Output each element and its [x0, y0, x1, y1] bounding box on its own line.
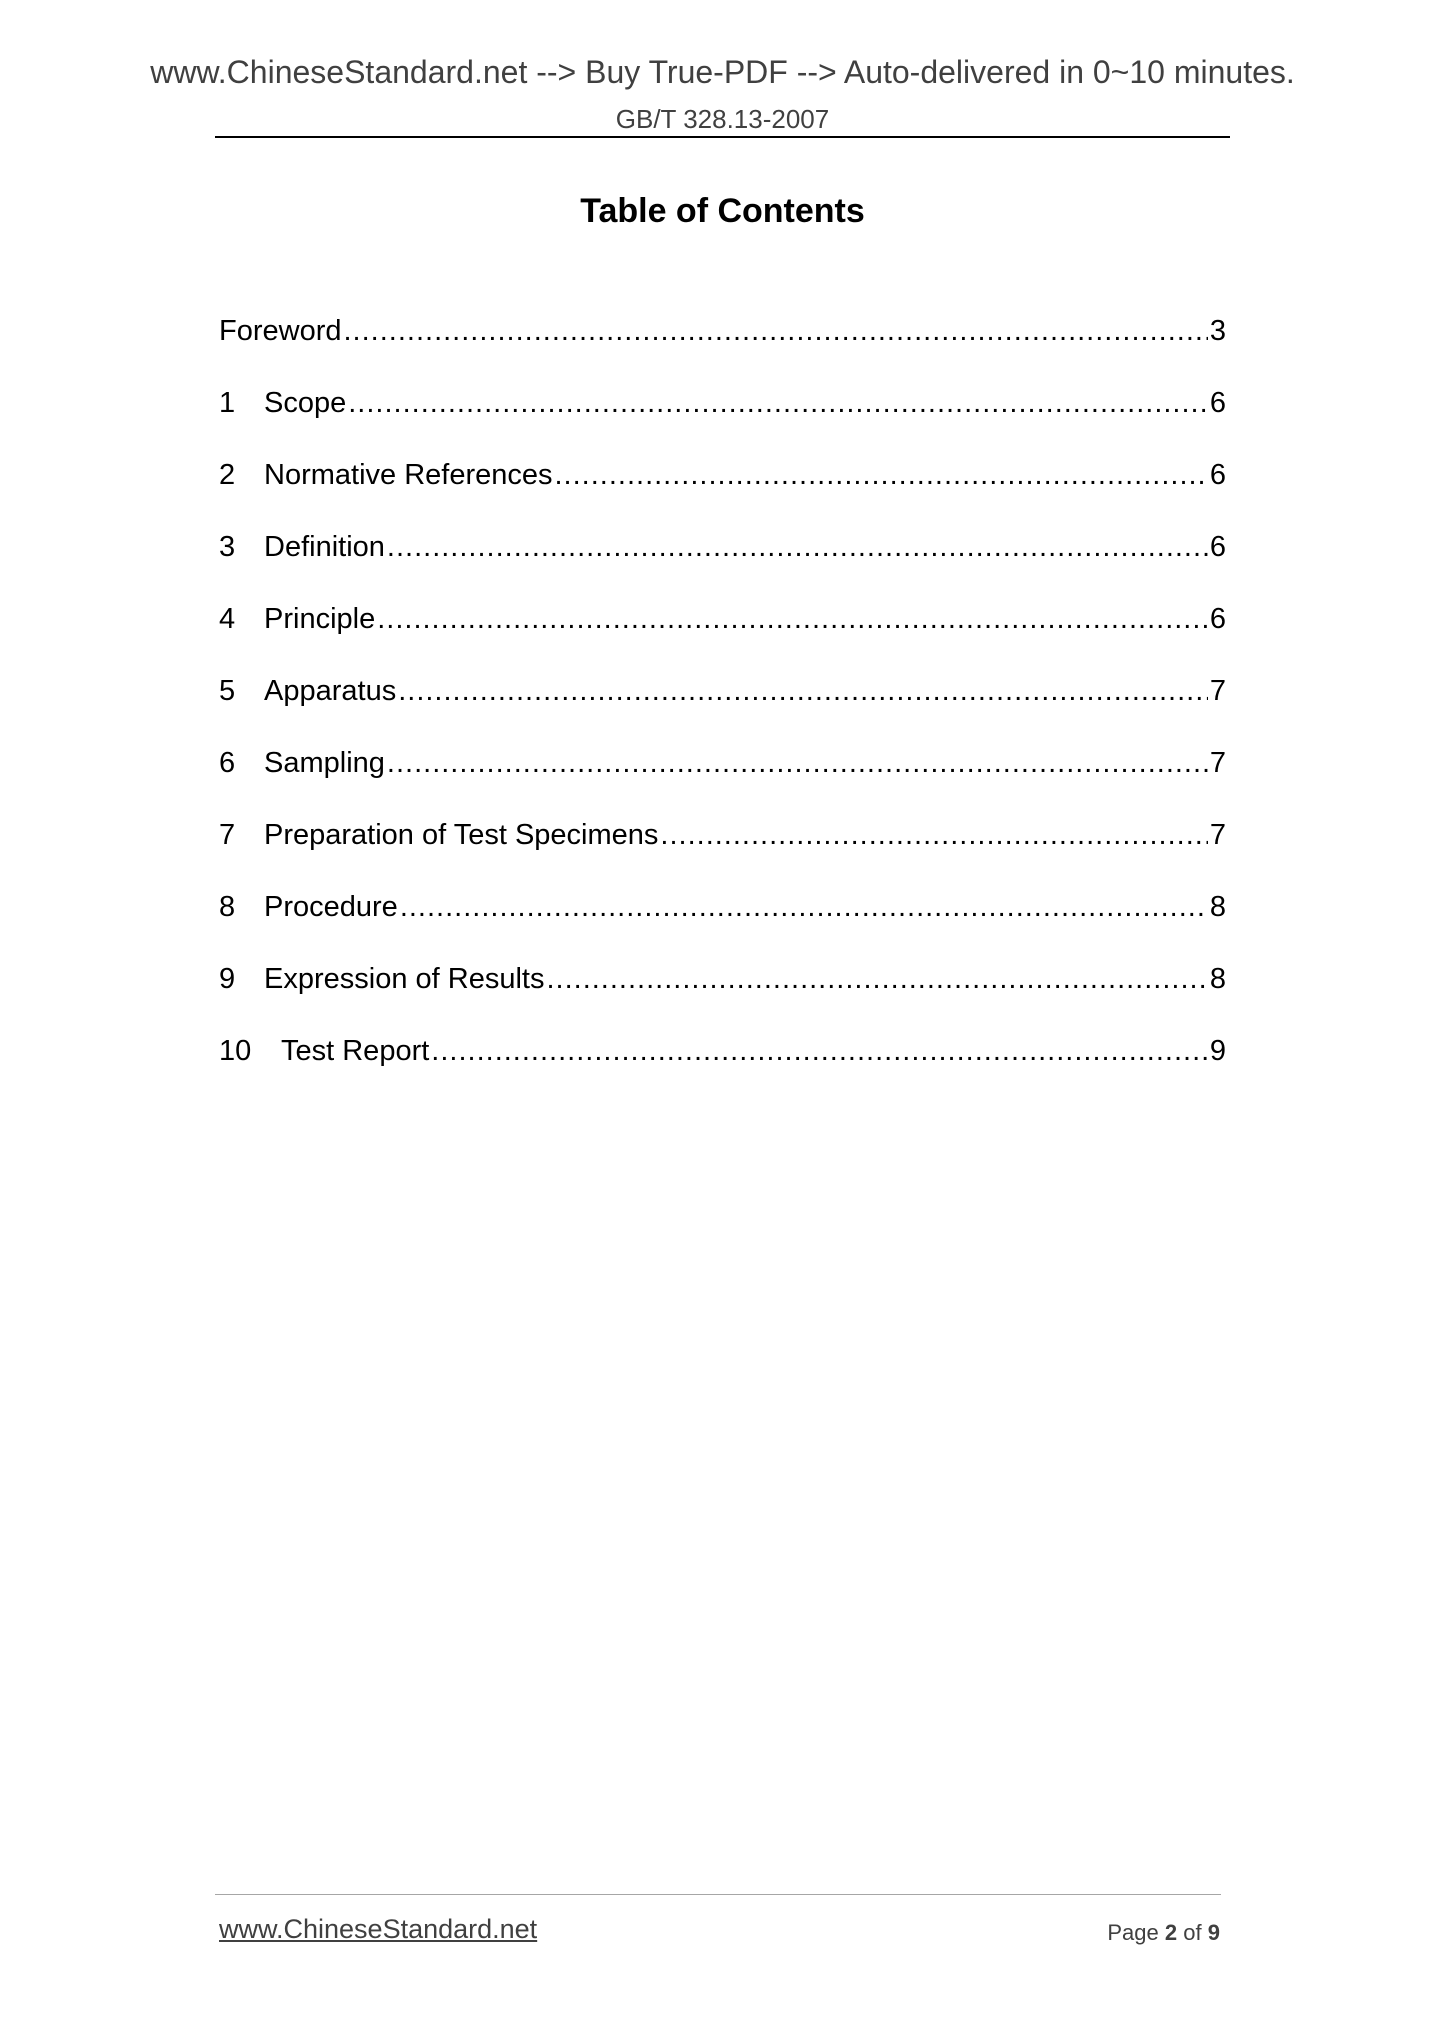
toc-entry-page: 6 — [1209, 603, 1226, 635]
toc-entry-number: 10 — [219, 1035, 252, 1067]
toc-leader-dots — [348, 384, 1208, 422]
page-current: 2 — [1164, 1920, 1178, 1945]
toc-entry-label: Foreword — [219, 315, 342, 347]
toc-entry-label: Definition — [264, 531, 385, 563]
toc-entry-number: 4 — [219, 603, 236, 635]
toc-leader-dots — [398, 672, 1208, 710]
toc-entry-number: 3 — [219, 531, 236, 563]
page-title: Table of Contents — [580, 192, 865, 230]
toc-leader-dots — [555, 456, 1208, 494]
toc-leader-dots — [546, 960, 1207, 998]
toc-entry-page: 6 — [1209, 387, 1226, 419]
toc-entry-label: Preparation of Test Specimens — [264, 819, 659, 851]
toc-entry-number: 1 — [219, 387, 236, 419]
toc-entry-number: 9 — [219, 963, 236, 995]
toc-leader-dots — [660, 816, 1207, 854]
toc-entry-number: 8 — [219, 891, 236, 923]
toc-entry-label: Test Report — [281, 1035, 430, 1067]
toc-entry-expression-of-results[interactable] — [219, 960, 1226, 1032]
footer-divider — [215, 1894, 1221, 1895]
toc-entry-page: 6 — [1209, 459, 1226, 491]
toc-entry-label: Sampling — [264, 747, 385, 779]
header-divider — [215, 136, 1230, 138]
toc-leader-dots — [387, 528, 1208, 566]
toc-entry-page: 7 — [1209, 675, 1226, 707]
header-banner: www.ChineseStandard.net --> Buy True-PDF --> Auto-delivered in 0~10 minutes. — [150, 54, 1295, 90]
toc-entry-number: 2 — [219, 459, 236, 491]
toc-entry-number: 5 — [219, 675, 236, 707]
toc-entry-scope[interactable] — [219, 384, 1226, 456]
table-of-contents — [219, 312, 1226, 1104]
toc-entry-sampling[interactable] — [219, 744, 1226, 816]
toc-entry-label: Principle — [264, 603, 376, 635]
toc-leader-dots — [377, 600, 1208, 638]
toc-leader-dots — [431, 1032, 1208, 1070]
toc-entry-principle[interactable] — [219, 600, 1226, 672]
page-number — [1107, 1920, 1220, 1946]
toc-entry-label: Expression of Results — [264, 963, 545, 995]
toc-entry-page: 3 — [1209, 315, 1226, 347]
footer-website-link[interactable]: www.ChineseStandard.net — [219, 1914, 538, 1944]
toc-entry-page: 7 — [1209, 819, 1226, 851]
toc-entry-procedure[interactable] — [219, 888, 1226, 960]
toc-leader-dots — [400, 888, 1208, 926]
toc-entry-page: 9 — [1209, 1035, 1226, 1067]
toc-entry-preparation-of-test-specimens[interactable] — [219, 816, 1226, 888]
toc-entry-definition[interactable] — [219, 528, 1226, 600]
page-prefix: Page — [1107, 1920, 1159, 1945]
toc-entry-test-report[interactable] — [219, 1032, 1226, 1104]
document-code: GB/T 328.13-2007 — [615, 104, 830, 134]
toc-entry-label: Procedure — [264, 891, 398, 923]
toc-entry-number: 7 — [219, 819, 236, 851]
toc-entry-normative-references[interactable] — [219, 456, 1226, 528]
page-of: of — [1183, 1920, 1202, 1945]
toc-entry-label: Scope — [264, 387, 347, 419]
toc-entry-page: 7 — [1209, 747, 1226, 779]
toc-entry-number: 6 — [219, 747, 236, 779]
page-total: 9 — [1207, 1920, 1220, 1945]
toc-entry-page: 6 — [1209, 531, 1226, 563]
toc-entry-label: Apparatus — [264, 675, 397, 707]
toc-leader-dots — [387, 744, 1208, 782]
toc-entry-page: 8 — [1209, 963, 1226, 995]
toc-leader-dots — [344, 312, 1208, 350]
toc-entry-apparatus[interactable] — [219, 672, 1226, 744]
toc-entry-page: 8 — [1209, 891, 1226, 923]
toc-entry-foreword[interactable] — [219, 312, 1226, 384]
toc-entry-label: Normative References — [264, 459, 553, 491]
